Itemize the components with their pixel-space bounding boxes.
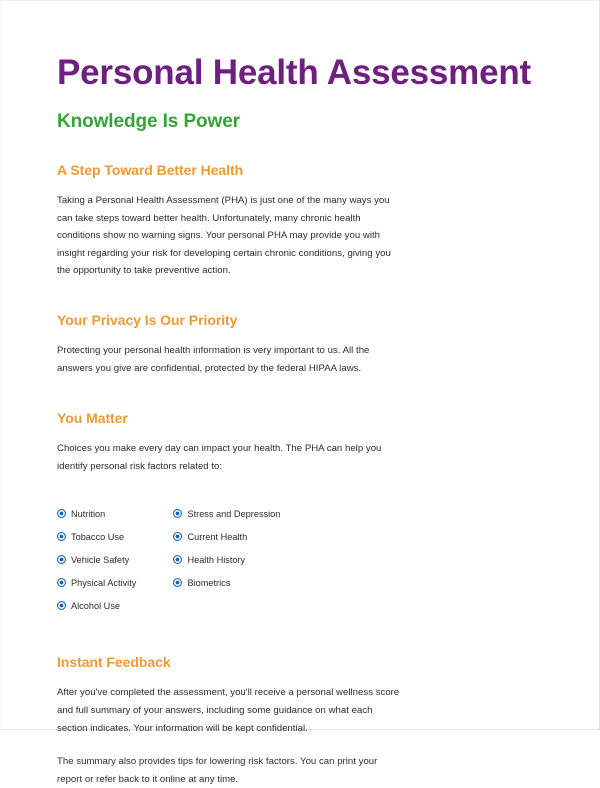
section-heading-matter: You Matter <box>57 410 128 427</box>
filled-circle-bullet-icon <box>173 509 182 518</box>
section-heading-feedback: Instant Feedback <box>57 654 171 671</box>
section-a-step-toward-better-health <box>57 133 565 280</box>
section-paragraph-privacy: Protecting your personal health information is very important to us. All the answers you give are confidential, protected by the federal HIPAA laws. <box>57 344 370 374</box>
list-item <box>57 502 169 525</box>
section-paragraph-feedback-2: The summary also provides tips for lowering risk factors. You can print your report or refer back to it online at any time. <box>57 756 378 785</box>
filled-circle-bullet-icon <box>173 578 182 587</box>
list-item <box>173 502 373 525</box>
filled-circle-bullet-icon <box>173 555 182 564</box>
section-your-privacy-is-our-priority <box>57 280 565 377</box>
risk-factor-label: Health History <box>187 554 246 565</box>
risk-factor-column-2 <box>173 502 373 594</box>
filled-circle-bullet-icon <box>57 532 66 541</box>
filled-circle-bullet-icon <box>57 509 66 518</box>
list-item <box>173 525 373 548</box>
risk-factor-label: Vehicle Safety <box>71 554 130 565</box>
list-item <box>57 525 169 548</box>
section-heading-privacy: Your Privacy Is Our Priority <box>57 311 238 328</box>
filled-circle-bullet-icon <box>173 532 182 541</box>
section-paragraph-matter: Choices you make every day can impact your health. The PHA can help you identify personal risk factors related to: <box>57 443 382 472</box>
risk-factor-column-1 <box>57 502 169 617</box>
filled-circle-bullet-icon <box>57 601 66 610</box>
document-content <box>57 1 565 788</box>
list-item <box>57 548 169 571</box>
filled-circle-bullet-icon <box>57 578 66 587</box>
risk-factor-label: Biometrics <box>187 577 231 588</box>
section-instant-feedback <box>57 617 565 788</box>
page-subtitle: Knowledge Is Power <box>57 111 240 132</box>
risk-factor-label: Current Health <box>187 531 248 542</box>
list-item <box>173 571 373 594</box>
list-item <box>57 571 169 594</box>
risk-factor-label: Tobacco Use <box>71 531 125 542</box>
section-paragraph-step: Taking a Personal Health Assessment (PHA) is just one of the many ways you can take steps toward better health. Unfortunately, many chronic health conditions show no warning signs. Your personal PHA may provide you with insight regarding your risk for developing certain chronic conditions, giving you the opportunity to take preventive action. <box>57 195 391 277</box>
section-heading-step: A Step Toward Better Health <box>57 162 244 178</box>
risk-factor-list <box>57 475 397 617</box>
page-title: Personal Health Assessment <box>57 53 531 92</box>
risk-factor-label: Stress and Depression <box>187 508 281 519</box>
section-paragraph-feedback-1: After you've completed the assessment, you'll receive a personal wellness score and full summary of your answers, including some guidance on what each section indicates. Your information will be kept confidential. <box>57 687 400 734</box>
risk-factor-label: Alcohol Use <box>71 600 121 611</box>
section-you-matter <box>57 377 565 617</box>
risk-factor-label: Nutrition <box>71 508 106 519</box>
list-item <box>57 594 169 617</box>
filled-circle-bullet-icon <box>57 555 66 564</box>
risk-factor-label: Physical Activity <box>71 577 137 588</box>
list-item <box>173 548 373 571</box>
